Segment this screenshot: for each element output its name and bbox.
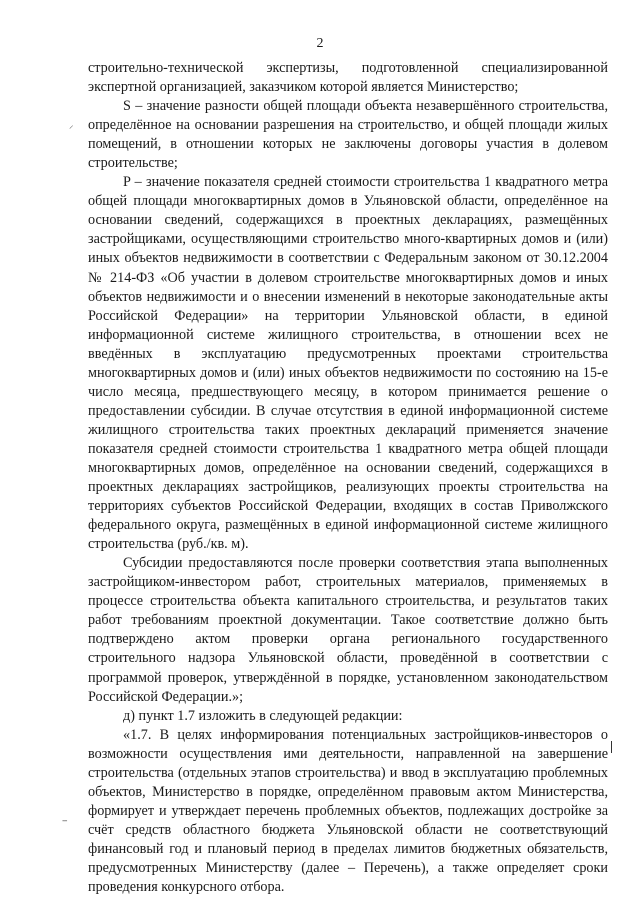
paragraph-clause-1-7: «1.7. В целях информирования потенциальных застройщиков-инвесторов о возможности осуществления ими деятельности, направленной на завершение строительства (отдельных этапов строительства) и ввод в эксплуатацию проблемных объектов, Министерство в порядке, определённом правовым актом Министерства, формирует и утверждает перечень проблемных объектов, подлежащих достройке за счёт средств областного бюджета Ульяновской области не соответствующий финансовый год и плановый период в пределах лимитов бюджетных обязательств, предусмотренных Министерству (далее – Перечень), а также определяет сроки проведения конкурсного отбора.	[88, 726, 608, 896]
paragraph-amendment: д) пункт 1.7 изложить в следующей редакции:	[123, 707, 403, 724]
margin-bar	[611, 741, 612, 753]
paragraph-p-definition: P – значение показателя средней стоимости строительства 1 квадратного метра общей площади многоквартирных домов в Ульяновской области, определённое на основании сведений, содержащихся в проектных декларациях, размещённых застройщиками, осуществляющими строительство много-квартирных домов и (или) иных объектов недвижимости в соответствии с Федеральным законом от 30.12.2004 № 214-ФЗ «Об участии в долевом строительстве многоквартирных домов и иных объектов недвижимости и о внесении изменений в некоторые законодательные акты Российской Федерации» на территории Ульяновской области, в единой информационной системе жилищного строительства, в отношении всех не введённых в эксплуатацию предусмотренных проектами строительства многоквартирных домов и (или) иных объектов недвижимости по состоянию на 15-е число месяца, предшествующего месяцу, в котором принимается решение о предоставлении субсидии. В случае отсутствия в единой информационной системе жилищного строительства таких проектных деклараций применяется значение показателя средней стоимости строительства 1 квадратного метра общей площади многоквартирных домов, определённое на основании сведений, содержащихся в проектных декларациях застройщиков, реализующих проекты строительства на территориях субъектов Российской Федерации, входящих в состав Приволжского федерального округа, размещённых в единой информационной системе жилищного строительства (руб./кв. м).	[88, 174, 608, 553]
scan-mark-lower: ‑‑	[62, 816, 67, 826]
scan-mark-upper: ⸝	[69, 121, 74, 131]
paragraph-subsidies: Субсидии предоставляются после проверки соответствия этапа выполненных застройщиком-инвестором работ, строительных материалов, применяемых в процессе строительства объекта капитального строительства, и результатов таких работ требованиям проектной документации. Такое соответствие должно быть подтверждено актом проверки органа регионального государственного строительного надзора Ульяновской области, проведённой в соответствии с программой проверок, утверждённой в порядке, установленном законодательством Российской Федерации.»;	[88, 555, 608, 705]
page-number: 2	[316, 36, 324, 51]
paragraph-continuation: строительно-технической экспертизы, подготовленной специализированной экспертной организацией, заказчиком которой является Министерство;	[88, 60, 608, 96]
paragraph-s-definition: S – значение разности общей площади объекта незавершённого строительства, определённое на основании разрешения на строительство, и общей площади жилых помещений, в отношении которых не заключены договоры участия в долевом строительстве;	[88, 98, 608, 172]
document-body	[88, 59, 608, 897]
